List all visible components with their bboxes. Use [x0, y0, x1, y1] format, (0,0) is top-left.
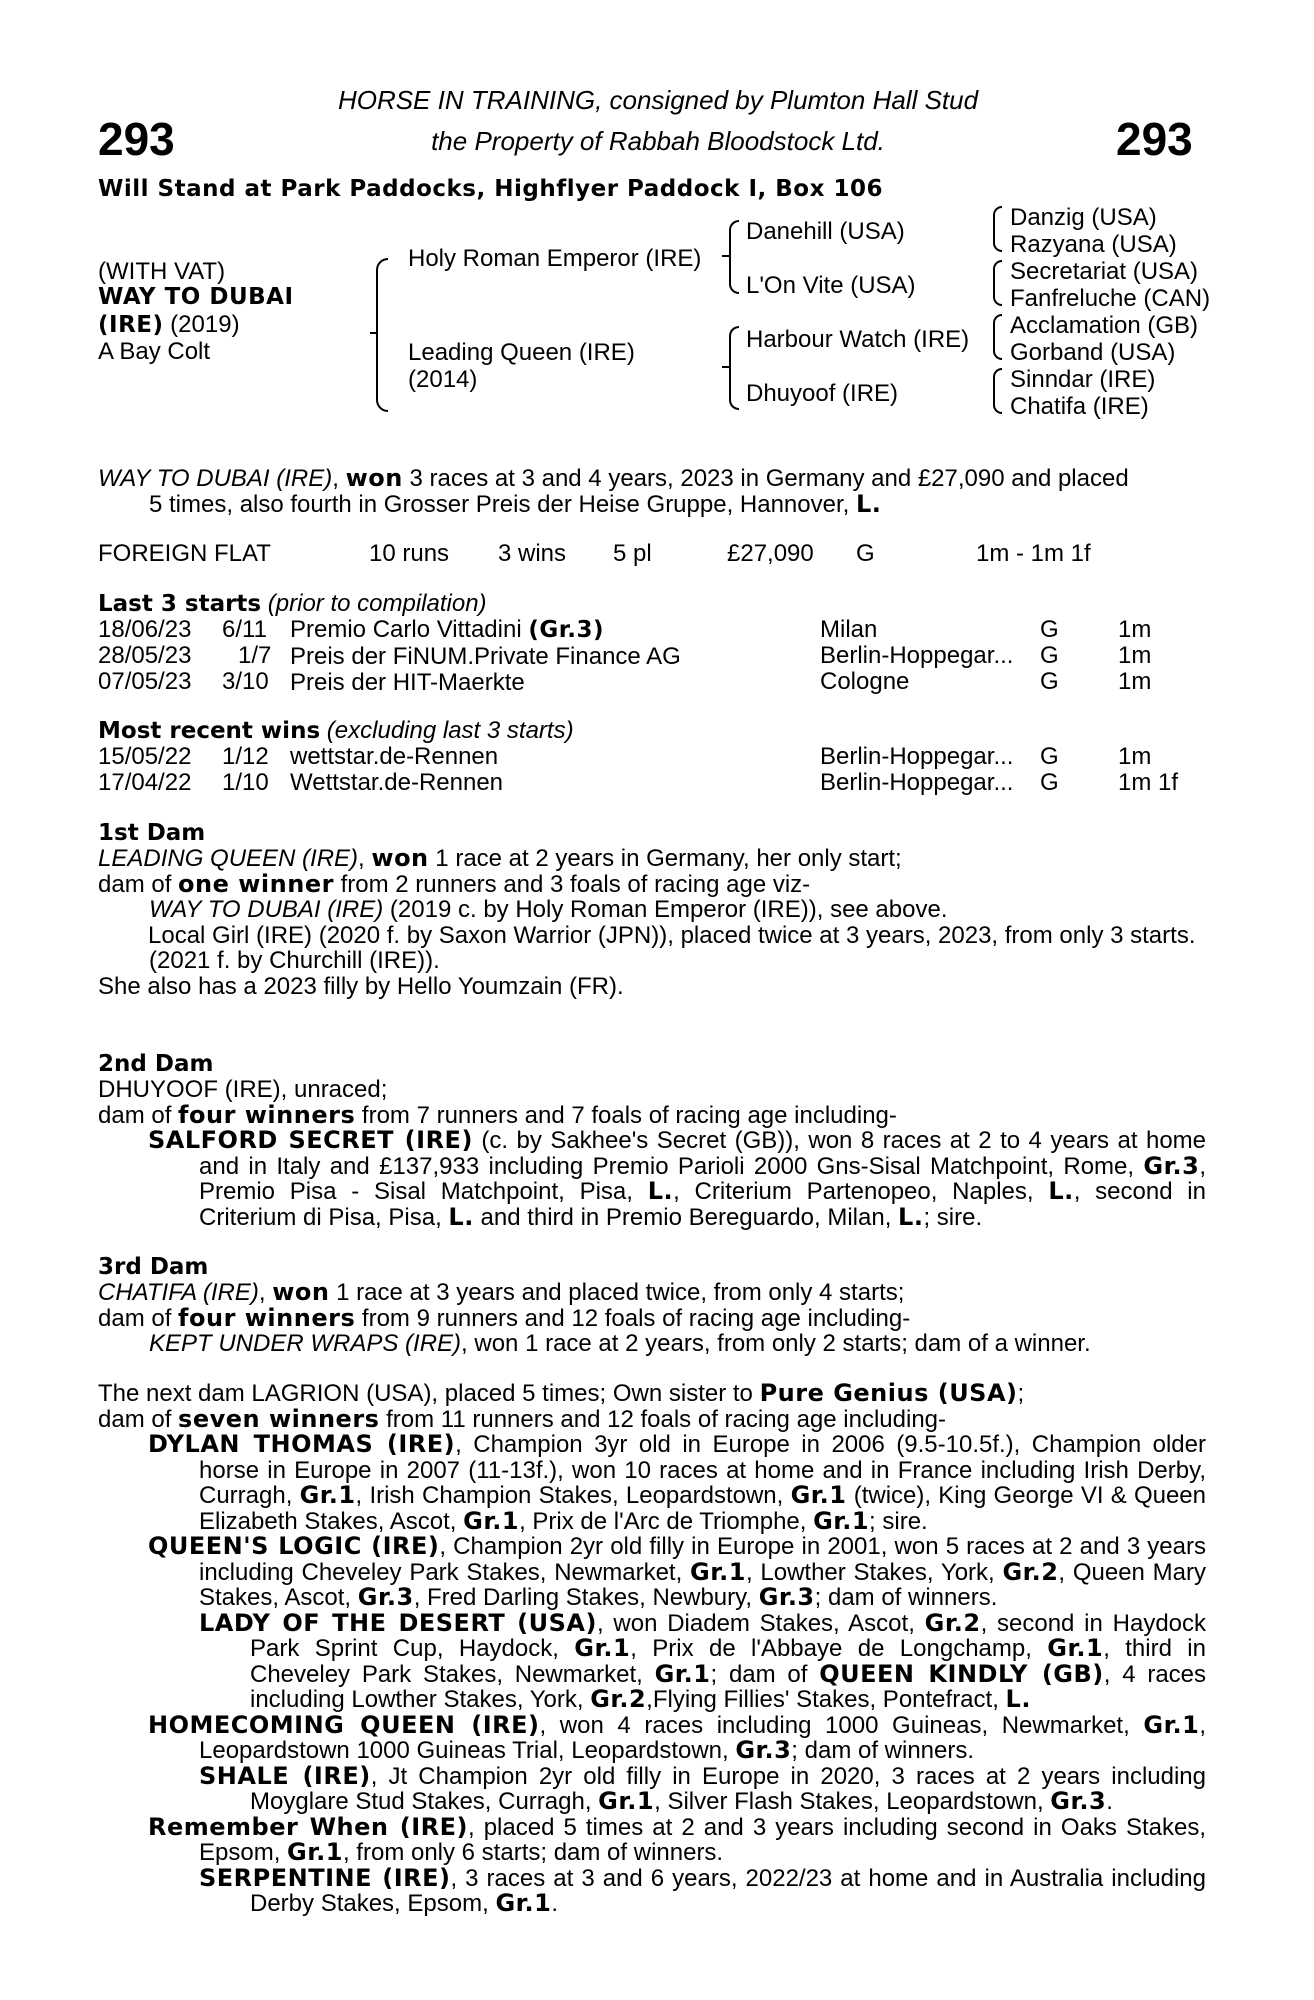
- next-dam-granddaughter-serpentine: SERPENTINE (IRE), 3 races at 3 and 6 years, 2022/23 at home and in Australia including Derby Stakes, Epsom, Gr.1.: [199, 1863, 1207, 1917]
- record-placed: 5 pl: [613, 540, 652, 567]
- pedigree-brace-2a-point: [722, 255, 730, 257]
- start-going: G: [1040, 642, 1059, 669]
- win-course: Berlin-Hoppegar...: [820, 743, 1014, 770]
- win-distance: 1m: [1118, 743, 1152, 770]
- pedigree-g3-4: Fanfreluche (CAN): [1010, 285, 1211, 312]
- start-race: Preis der FiNUM.Private Finance AG: [290, 643, 681, 670]
- pedigree-dam-dam: Dhuyoof (IRE): [746, 380, 899, 407]
- record-earnings: £27,090: [727, 540, 814, 567]
- first-dam-foal-3: (2021 f. by Churchill (IRE)).: [149, 947, 440, 974]
- lot-number-right: 293: [1116, 113, 1193, 165]
- last3-heading: Last 3 starts (prior to compilation): [98, 590, 487, 617]
- win-going: G: [1040, 743, 1059, 770]
- pedigree-brace-2b: [729, 326, 739, 410]
- record-going: G: [856, 540, 875, 567]
- third-dam-foal-1: KEPT UNDER WRAPS (IRE), won 1 race at 2 years, from only 2 starts; dam of a winner.: [149, 1330, 1091, 1357]
- win-race: wettstar.de-Rennen: [290, 743, 499, 770]
- record-distance: 1m - 1m 1f: [976, 540, 1091, 567]
- pedigree-g3-2: Razyana (USA): [1010, 231, 1177, 258]
- race-summary: WAY TO DUBAI (IRE), won 3 races at 3 and 4 years, 2023 in Germany and £27,090 and placed 5 times, also fourth in Grosser Preis der Heise Gruppe, Hannover, L.: [98, 464, 1129, 518]
- start-course: Cologne: [820, 668, 910, 695]
- first-dam-heading: 1st Dam: [98, 820, 206, 846]
- stand-location: Will Stand at Park Paddocks, Highflyer Paddock I, Box 106: [98, 176, 883, 202]
- pedigree-brace-3d: [993, 368, 1002, 414]
- second-dam-foal-1: SALFORD SECRET (IRE) (c. by Sakhee's Secret (GB)), won 8 races at 2 to 4 years at home and in Italy and £137,933 including Premio Parioli 2000 Gns-Sisal Matchpoint, Rome, Gr.3, Premio Pisa - Sisal Matchpoint, Pisa, L., Criterium Partenopeo, Naples, L., second in Criterium di Pisa, Pisa, L. and third in Premio Bereguardo, Milan, L.; sire.: [148, 1126, 1207, 1231]
- pedigree-g3-8: Chatifa (IRE): [1010, 393, 1149, 420]
- pedigree-g3-3: Secretariat (USA): [1010, 258, 1199, 285]
- third-dam-heading: 3rd Dam: [98, 1254, 209, 1280]
- next-dam-foal-remember-when: Remember When (IRE), placed 5 times at 2 and 3 years including second in Oaks Stakes, Epsom, Gr.1, from only 6 starts; dam of winners.: [148, 1812, 1207, 1866]
- third-dam-produce: dam of four winners from 9 runners and 12 foals of racing age including-: [98, 1303, 911, 1332]
- win-distance: 1m 1f: [1118, 769, 1179, 796]
- pedigree-sire-sire: Danehill (USA): [746, 218, 905, 245]
- start-position: 1/7: [238, 642, 272, 669]
- pedigree-g3-1: Danzig (USA): [1010, 204, 1157, 231]
- pedigree-dam: Leading Queen (IRE): [408, 339, 635, 366]
- first-dam-section: [98, 820, 1206, 999]
- next-dam-line: The next dam LAGRION (USA), placed 5 times; Own sister to Pure Genius (USA);: [98, 1379, 1025, 1407]
- start-distance: 1m: [1118, 668, 1152, 695]
- pedigree-brace-3c: [993, 314, 1002, 360]
- win-course: Berlin-Hoppegar...: [820, 769, 1014, 796]
- horse-description: A Bay Colt: [98, 338, 211, 365]
- start-course: Berlin-Hoppegar...: [820, 642, 1014, 669]
- start-going: G: [1040, 668, 1059, 695]
- pedigree-brace-3b: [993, 260, 1002, 306]
- record-runs: 10 runs: [369, 540, 450, 567]
- next-dam-granddaughter-shale: SHALE (IRE), Jt Champion 2yr old filly in Europe in 2020, 3 races at 2 years including Moyglare Stud Stakes, Curragh, Gr.1, Silver Flash Stakes, Leopardstown, Gr.3.: [199, 1761, 1206, 1815]
- win-date: 17/04/22: [98, 769, 192, 796]
- start-date: 28/05/23: [98, 642, 192, 669]
- start-date: 07/05/23: [98, 668, 192, 695]
- start-race: Preis der HIT-Maerkte: [290, 669, 525, 696]
- third-dam-line: CHATIFA (IRE), won 1 race at 3 years and placed twice, from only 4 starts;: [98, 1278, 905, 1306]
- pedigree-g3-6: Gorband (USA): [1010, 339, 1176, 366]
- horse-name: WAY TO DUBAI: [98, 284, 294, 310]
- pedigree-brace-1-point: [370, 332, 378, 334]
- next-dam-foal-dylan-thomas: DYLAN THOMAS (IRE), Champion 3yr old in Europe in 2006 (9.5-10.5f.), Champion older horse in Europe in 2007 (11-13f.), won 10 races at home and in France including Irish Derby, Curragh, Gr.1, Irish Champion Stakes, Leopardstown, Gr.1 (twice), King George VI & Queen Elizabeth Stakes, Ascot, Gr.1, Prix de l'Arc de Triomphe, Gr.1; sire.: [148, 1430, 1207, 1535]
- next-dam-granddaughter-lady-of-the-desert: LADY OF THE DESERT (USA), won Diadem Stakes, Ascot, Gr.2, second in Haydock Park Sprint Cup, Haydock, Gr.1, Prix de l'Abbaye de Longchamp, Gr.1, third in Cheveley Park Stakes, Newmarket, Gr.1; dam of QUEEN KINDLY (GB), 4 races including Lowther Stakes, York, Gr.2,Flying Fillies' Stakes, Pontefract, L.: [199, 1608, 1207, 1713]
- second-dam-produce: dam of four winners from 7 runners and 7 foals of racing age including-: [98, 1100, 897, 1129]
- win-position: 1/12: [222, 743, 269, 770]
- next-dam-foal-homecoming-queen: HOMECOMING QUEEN (IRE), won 4 races including 1000 Guineas, Newmarket, Gr.1, Leopardstown 1000 Guineas Trial, Leopardstown, Gr.3; dam of winners.: [148, 1710, 1206, 1764]
- pedigree-brace-2b-point: [722, 366, 730, 368]
- vat-label: (WITH VAT): [98, 258, 226, 285]
- pedigree-brace-1: [376, 258, 388, 412]
- horse-name-suffix: (IRE) (2019): [98, 311, 240, 338]
- next-dam-foal-queens-logic: QUEEN'S LOGIC (IRE), Champion 2yr old filly in Europe in 2001, won 5 races at 2 and 3 years including Cheveley Park Stakes, Newmarket, Gr.1, Lowther Stakes, York, Gr.2, Queen Mary Stakes, Ascot, Gr.3, Fred Darling Stakes, Newbury, Gr.3; dam of winners.: [148, 1532, 1206, 1611]
- first-dam-line: LEADING QUEEN (IRE), won 1 race at 2 years in Germany, her only start;: [98, 844, 902, 872]
- recent-wins-heading: Most recent wins (excluding last 3 starts): [98, 717, 574, 744]
- win-going: G: [1040, 769, 1059, 796]
- next-dam-section: [98, 1381, 1206, 1917]
- start-course: Milan: [820, 616, 878, 643]
- pedigree-sire: Holy Roman Emperor (IRE): [408, 245, 702, 272]
- start-going: G: [1040, 616, 1059, 643]
- second-dam-heading: 2nd Dam: [98, 1051, 214, 1077]
- pedigree-g3-7: Sinndar (IRE): [1010, 366, 1156, 393]
- start-distance: 1m: [1118, 642, 1152, 669]
- third-dam-section: [98, 1254, 1206, 1357]
- consignor-line: HORSE IN TRAINING, consigned by Plumton Hall Stud: [337, 85, 979, 115]
- pedigree-brace-2a: [729, 220, 739, 294]
- first-dam-note: She also has a 2023 filly by Hello Youmzain (FR).: [98, 972, 624, 1000]
- pedigree-sire-dam: L'On Vite (USA): [746, 272, 916, 299]
- win-date: 15/05/22: [98, 743, 192, 770]
- start-distance: 1m: [1118, 616, 1152, 643]
- first-dam-foal-2: Local Girl (IRE) (2020 f. by Saxon Warrior (JPN)), placed twice at 3 years, 2023, from only 3 starts.: [148, 921, 1196, 949]
- start-position: 3/10: [222, 668, 269, 695]
- record-wins: 3 wins: [498, 540, 567, 567]
- record-label: FOREIGN FLAT: [98, 540, 271, 567]
- win-position: 1/10: [222, 769, 269, 796]
- pedigree-g3-5: Acclamation (GB): [1010, 312, 1199, 339]
- pedigree-dam-year: (2014): [408, 366, 478, 393]
- next-dam-produce: dam of seven winners from 11 runners and 12 foals of racing age including-: [98, 1404, 947, 1433]
- second-dam-line: DHUYOOF (IRE), unraced;: [98, 1076, 388, 1103]
- first-dam-foal-1: WAY TO DUBAI (IRE) (2019 c. by Holy Roman Emperor (IRE)), see above.: [149, 896, 948, 923]
- start-position: 6/11: [222, 616, 267, 643]
- win-race: Wettstar.de-Rennen: [290, 769, 504, 796]
- pedigree-brace-3a: [993, 206, 1002, 252]
- property-line: the Property of Rabbah Bloodstock Ltd.: [431, 126, 885, 156]
- start-race: Premio Carlo Vittadini (Gr.3): [290, 616, 605, 643]
- pedigree-dam-sire: Harbour Watch (IRE): [746, 326, 970, 353]
- lot-number-left: 293: [98, 113, 175, 165]
- start-date: 18/06/23: [98, 616, 192, 643]
- second-dam-section: [98, 1051, 1206, 1230]
- first-dam-produce: dam of one winner from 2 runners and 3 foals of racing age viz-: [98, 869, 811, 898]
